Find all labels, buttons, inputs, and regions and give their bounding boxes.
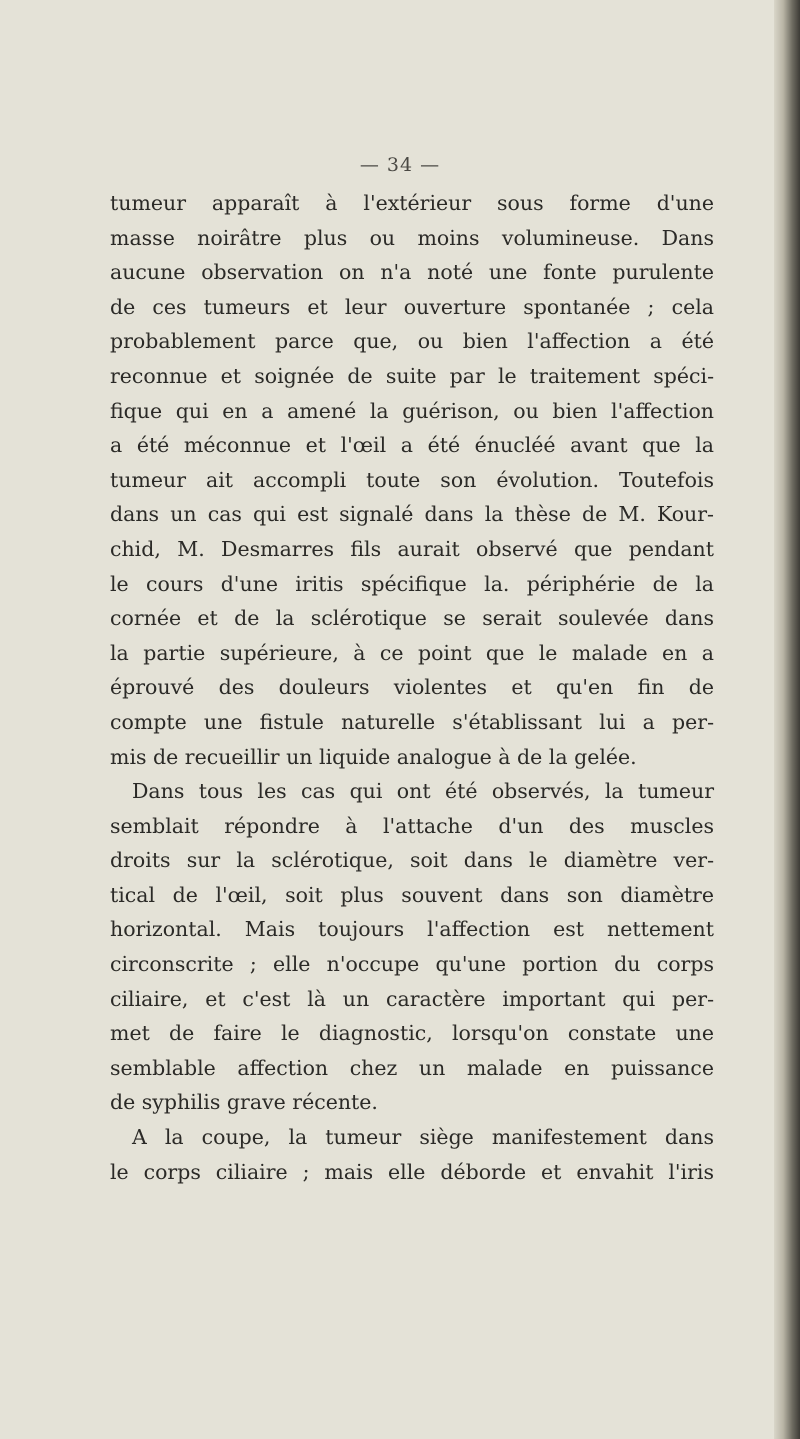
page-number: — 34 — xyxy=(359,154,441,176)
text-line: droits sur la sclérotique, soit dans le diamètre ver- xyxy=(110,848,714,873)
text-line: tical de l'œil, soit plus souvent dans son diamètre xyxy=(110,882,714,907)
text-line: de syphilis grave récente. xyxy=(110,1090,378,1115)
text-line: le cours d'une iritis spécifique la. périphérie de la xyxy=(110,571,714,596)
text-line: compte une fistule naturelle s'établissant lui a per- xyxy=(110,709,714,734)
text-line: tumeur ait accompli toute son évolution. Toutefois xyxy=(110,467,714,492)
text-line: semblait répondre à l'attache d'un des muscles xyxy=(110,813,714,838)
text-line: masse noirâtre plus ou moins volumineuse. Dans xyxy=(110,225,714,250)
text-line: aucune observation on n'a noté une fonte purulente xyxy=(110,260,714,285)
body-text xyxy=(110,186,714,1189)
text-line: circonscrite ; elle n'occupe qu'une portion du corps xyxy=(110,952,714,977)
text-line: tumeur apparaît à l'extérieur sous forme d'une xyxy=(110,191,714,215)
text-line: A la coupe, la tumeur siège manifestement dans xyxy=(132,1125,714,1150)
text-line: éprouvé des douleurs violentes et qu'en fin de xyxy=(110,675,714,700)
text-line: ciliaire, et c'est là un caractère important qui per- xyxy=(110,986,714,1011)
text-line: le corps ciliaire ; mais elle déborde et envahit l'iris xyxy=(110,1159,714,1184)
text-line: Dans tous les cas qui ont été observés, la tumeur xyxy=(132,779,714,804)
text-line: chid, M. Desmarres fils aurait observé que pendant xyxy=(110,536,714,561)
text-line: fique qui en a amené la guérison, ou bien l'affection xyxy=(110,398,714,423)
text-line: semblable affection chez un malade en puissance xyxy=(110,1055,714,1080)
text-line: probablement parce que, ou bien l'affection a été xyxy=(110,329,714,354)
text-line: mis de recueillir un liquide analogue à de la gelée. xyxy=(110,744,637,769)
text-line: horizontal. Mais toujours l'affection est nettement xyxy=(110,917,714,942)
text-line: met de faire le diagnostic, lorsqu'on constate une xyxy=(110,1021,714,1046)
text-line: a été méconnue et l'œil a été énucléé avant que la xyxy=(110,433,714,458)
text-line: reconnue et soignée de suite par le traitement spéci- xyxy=(110,363,714,388)
text-line: de ces tumeurs et leur ouverture spontanée ; cela xyxy=(110,294,714,319)
text-line: dans un cas qui est signalé dans la thèse de M. Kour- xyxy=(110,502,714,527)
page-edge-shadow xyxy=(774,0,800,1439)
text-line: la partie supérieure, à ce point que le malade en a xyxy=(110,640,714,665)
text-line: cornée et de la sclérotique se serait soulevée dans xyxy=(110,606,714,631)
